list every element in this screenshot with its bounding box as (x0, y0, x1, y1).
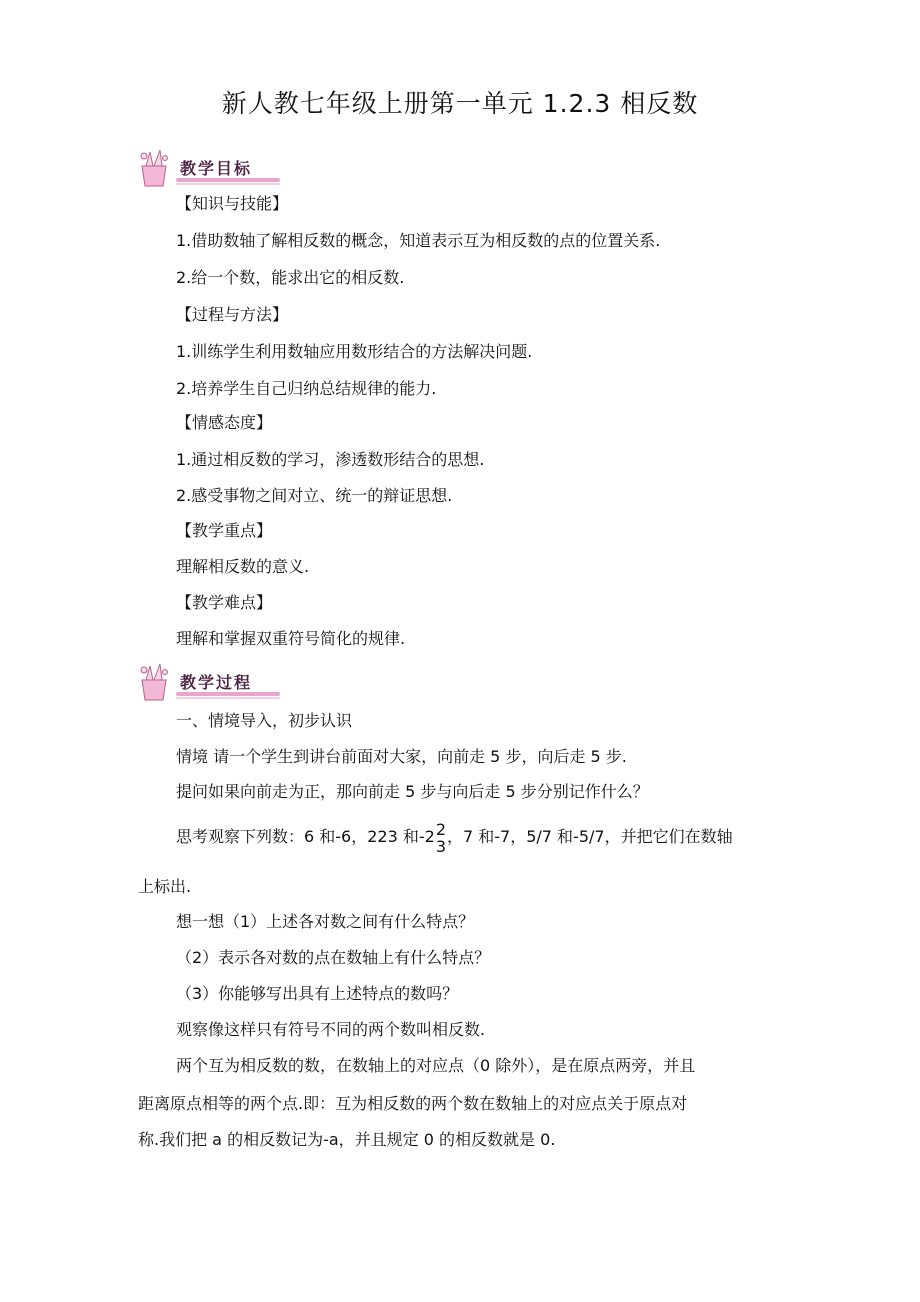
knowledge-item-2: 2.给一个数，能求出它的相反数. (176, 268, 405, 287)
think-question-1: 想一想（1）上述各对数之间有什么特点？ (176, 912, 475, 931)
fraction-numerator: 2 (435, 819, 446, 839)
fraction-denominator: 3 (435, 836, 446, 856)
teaching-process-banner (136, 662, 286, 704)
key-point-text: 理解相反数的意义. (176, 557, 310, 576)
section-1-heading: 一、情境导入，初步认识 (176, 711, 353, 730)
emotion-item-1: 1.通过相反数的学习，渗透数形结合的思想. (176, 450, 485, 469)
emotion-item-2: 2.感受事物之间对立、统一的辩证思想. (176, 486, 453, 505)
process-item-1: 1.训练学生利用数轴应用数形结合的方法解决问题. (176, 342, 533, 361)
question-text: 提问如果向前走为正，那向前走 5 步与向后走 5 步分别记作什么？ (176, 782, 649, 801)
key-point-heading: 【教学重点】 (176, 521, 273, 540)
knowledge-heading: 【知识与技能】 (176, 194, 289, 213)
difficult-point-heading: 【教学难点】 (176, 593, 273, 612)
page-title: 新人教七年级上册第一单元 1.2.3 相反数 (221, 89, 699, 118)
teaching-process-label: 教学过程 (180, 673, 253, 692)
observe-text-after: ，7 和-7，5/7 和-5/7，并把它们在数轴 (447, 827, 733, 846)
observe-text-continued: 上标出. (138, 877, 192, 896)
observe-text (176, 818, 733, 856)
think-question-3: （3）你能够写出具有上述特点的数吗？ (176, 984, 459, 1003)
observe-text-before: 思考观察下列数：6 和-6，223 和-2 (176, 827, 435, 846)
teaching-goals-banner (136, 148, 286, 190)
knowledge-item-1: 1.借助数轴了解相反数的概念，知道表示互为相反数的点的位置关系. (176, 231, 661, 250)
definition-line-2: 距离原点相等的两个点.即：互为相反数的两个数在数轴上的对应点关于原点对 (138, 1094, 688, 1113)
difficult-point-text: 理解和掌握双重符号简化的规律. (176, 629, 406, 648)
scene-text: 情境 请一个学生到讲台前面对大家，向前走 5 步，向后走 5 步. (176, 747, 627, 766)
definition-line-1: 两个互为相反数的数，在数轴上的对应点（0 除外），是在原点两旁，并且 (176, 1056, 696, 1075)
process-heading: 【过程与方法】 (176, 305, 289, 324)
conclusion-text: 观察像这样只有符号不同的两个数叫相反数. (176, 1020, 486, 1039)
definition-line-3: 称.我们把 a 的相反数记为-a，并且规定 0 的相反数就是 0. (138, 1130, 556, 1149)
teaching-goals-label: 教学目标 (180, 159, 253, 178)
think-question-2: （2）表示各对数的点在数轴上有什么特点？ (176, 948, 491, 967)
emotion-heading: 【情感态度】 (176, 413, 273, 432)
fraction-two-thirds (436, 821, 446, 855)
process-item-2: 2.培养学生自己归纳总结规律的能力. (176, 379, 437, 398)
